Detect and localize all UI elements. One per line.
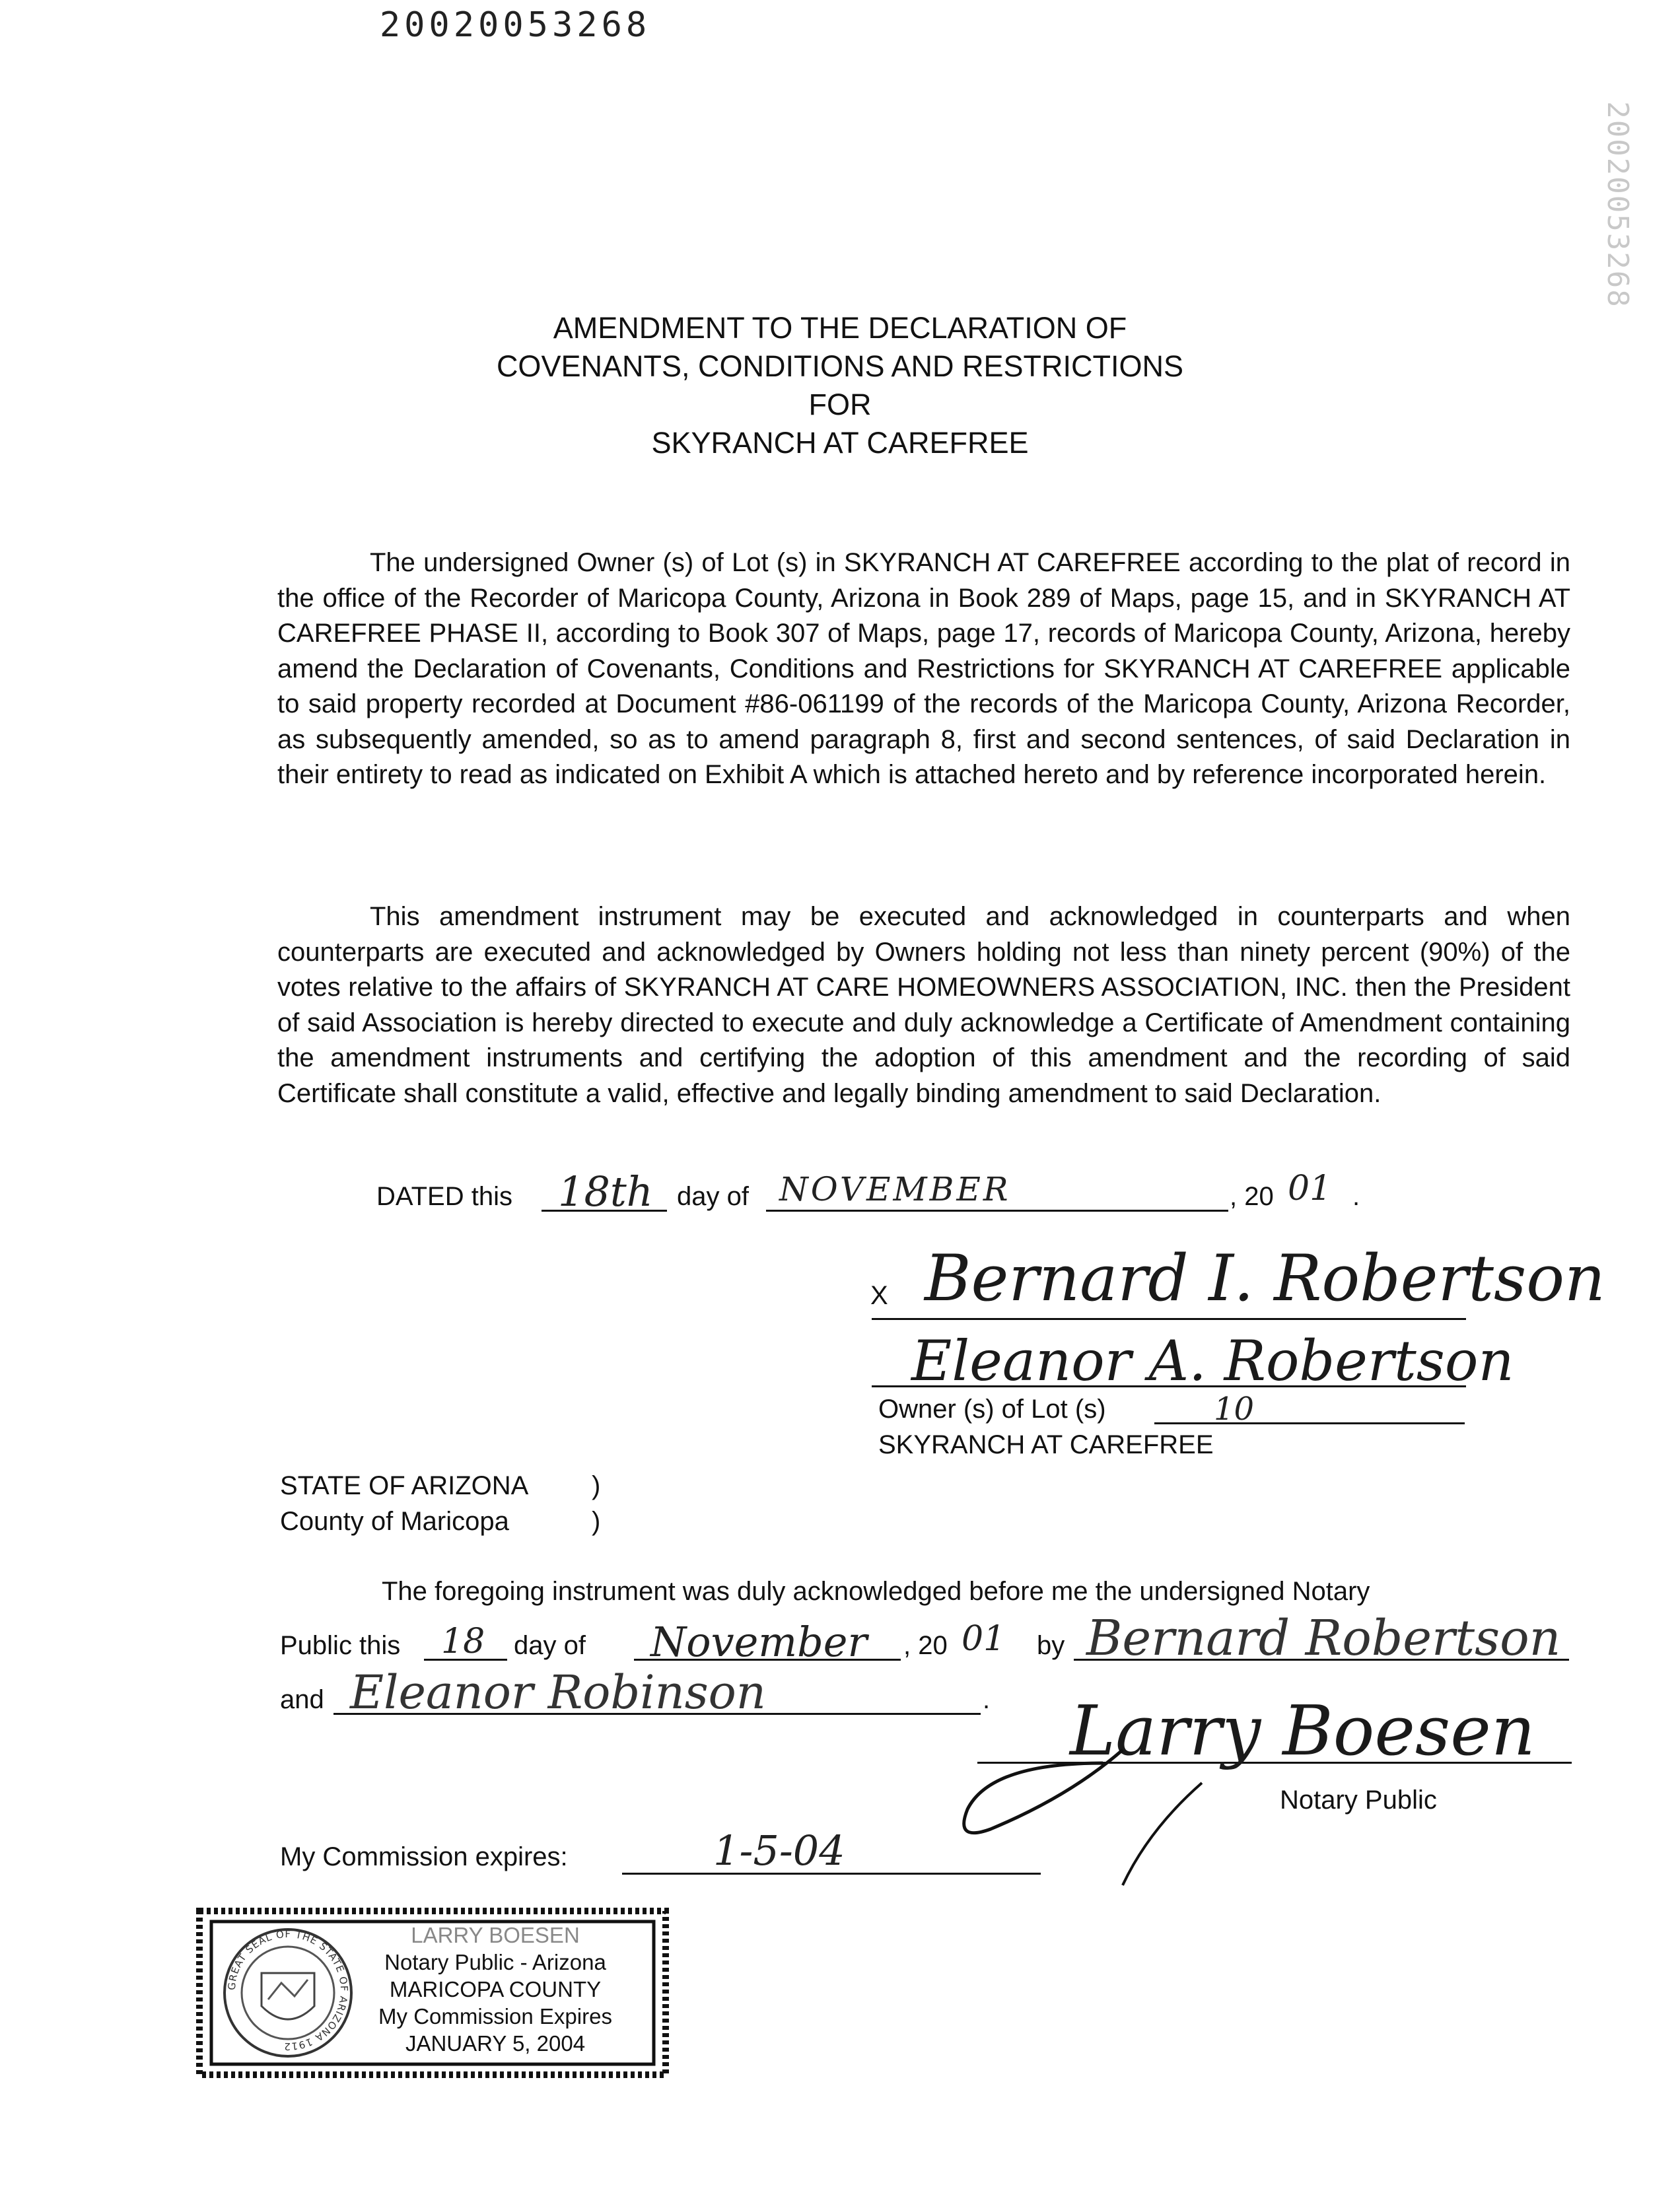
seal-commission-date: JANUARY 5, 2004 [405,2031,586,2056]
dated-day-of-label: day of [677,1182,749,1211]
owner-signature-1: Bernard I. Robertson [925,1241,1605,1315]
document-title [0,309,1680,462]
title-line-3: FOR [808,388,872,421]
notary-public-this: Public this [280,1631,401,1660]
svg-text:GREAT SEAL OF THE STATE OF ARI [226,1928,350,2052]
dated-year-handwritten: 01 [1288,1169,1332,1208]
venue-state: STATE OF ARIZONA [280,1471,529,1500]
amendment-paragraph-1 [277,545,1570,793]
paragraph-2-text: This amendment instrument may be executed and acknowledged in counterparts and when counterparts are executed and acknowledged by Owners holding not less than ninety percent (90%) of the votes relative to the affairs of SKYRANCH AT CARE HOMEOWNERS ASSOCIATION, INC. then the President of said Association is hereby directed to execute and duly acknowledge a Certificate of Amendment containing the amendment instruments and certifying the adoption of this amendment and the recording of said Certificate shall constitute a valid, effective and legally binding amendment to said Declaration. [277,902,1570,1108]
notary-and: and [280,1685,324,1714]
commission-expires-label: My Commission expires: [280,1842,568,1871]
title-line-4: SKYRANCH AT CAREFREE [651,426,1029,460]
seal-notary-name: LARRY BOESEN [411,1923,580,1947]
owner-lot-blank [1154,1422,1465,1424]
notary-day-handwritten: 18 [441,1622,485,1661]
notary-name1-handwritten: Bernard Robertson [1086,1610,1561,1667]
notary-public-title: Notary Public [1280,1786,1437,1815]
seal-county: MARICOPA COUNTY [389,1977,602,2001]
owner-lot-label: Owner (s) of Lot (s) [878,1395,1106,1424]
dated-month-handwritten: NOVEMBER [779,1170,1011,1208]
seal-commission-label: My Commission Expires [378,2004,612,2029]
signature-x-mark: X [870,1281,888,1310]
dated-day-handwritten: 18th [558,1167,653,1216]
venue-county-paren: ) [592,1507,601,1536]
notary-day-of: day of [514,1631,586,1660]
dated-month-blank [766,1210,1228,1212]
document-number: 20020053268 [379,5,651,45]
notary-period: . [983,1685,991,1714]
notary-year-prefix: , 20 [903,1631,948,1660]
notary-month-handwritten: November [650,1618,868,1666]
side-stamp-text: 20020053268 [1601,101,1634,308]
state-seal-emblem [222,1924,354,2056]
notary-by: by [1037,1631,1065,1660]
paragraph-1-text: The undersigned Owner (s) of Lot (s) in SKYRANCH AT CAREFREE according to the plat of record in the office of the Recorder of Maricopa County, Arizona in Book 289 of Maps, page 15, and in SKYRANCH AT CAREFREE PHASE II, according to Book 307 of Maps, page 17, records of Maricopa County, Arizona, hereby amend the Declaration of Covenants, Conditions and Restrictions for SKYRANCH AT CAREFREE applicable to said property recorded at Document #86-061199 of the records of the Maricopa County, Arizona Recorder, as subsequently amended, so as to amend paragraph 8, first and second sentences, of said Declaration in their entirety to read as indicated on Exhibit A which is attached hereto and by reference incorporated herein. [277,548,1570,789]
seal-emblem-text: GREAT SEAL OF THE STATE OF ARIZONA 1912 [225,1927,351,2053]
venue-state-paren: ) [592,1471,601,1500]
owner-subdivision: SKYRANCH AT CAREFREE [878,1430,1214,1459]
title-line-1: AMENDMENT TO THE DECLARATION OF [553,311,1127,345]
commission-date-handwritten: 1-5-04 [713,1826,845,1875]
seal-notary-title: Notary Public - Arizona [384,1950,606,1974]
notary-signature: Larry Boesen [1070,1690,1535,1771]
dated-period: . [1352,1182,1360,1211]
notary-name2-handwritten: Eleanor Robinson [350,1665,766,1719]
venue-county: County of Maricopa [280,1507,509,1536]
title-line-2: COVENANTS, CONDITIONS AND RESTRICTIONS [496,349,1184,383]
side-recording-stamp [1582,99,1634,310]
notary-signature-flourish [951,1710,1308,1889]
owner-lot-handwritten: 10 [1214,1391,1255,1428]
dated-label: DATED this [376,1182,512,1211]
notary-stamp-text [360,1922,631,2057]
notary-acknowledgment-line: The foregoing instrument was duly acknowledged before me the undersigned Notary [382,1577,1370,1606]
signature-line-1 [872,1318,1466,1320]
notary-year-handwritten: 01 [962,1619,1006,1659]
owner-signature-2: Eleanor A. Robertson [911,1329,1514,1393]
dated-year-prefix: , 20 [1230,1182,1274,1211]
amendment-paragraph-2 [277,899,1570,1111]
